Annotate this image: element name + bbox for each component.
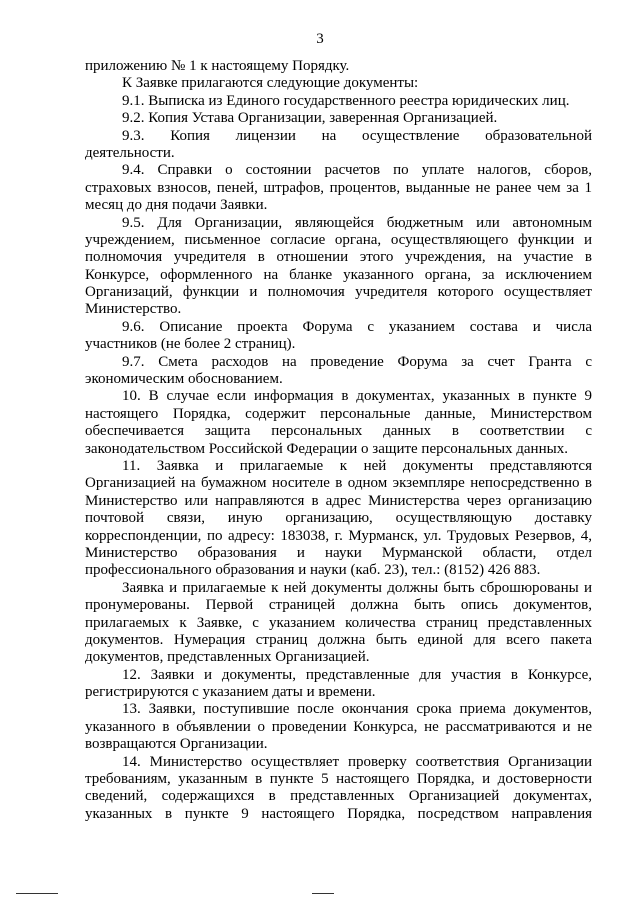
text-line: полномочия учредителя в отношении этого учреждения, на участие в bbox=[85, 249, 592, 266]
footer-rule-center bbox=[312, 893, 334, 894]
text-line: 13. Заявки, поступившие после окончания срока приема документов, bbox=[122, 701, 592, 718]
text-line: сведений, содержащихся в представленных Организацией документах, bbox=[85, 788, 592, 805]
text-line: деятельности. bbox=[85, 144, 175, 161]
text-line: 9.3. Копия лицензии на осуществление образовательной bbox=[122, 127, 592, 144]
text-line: 9.2. Копия Устава Организации, заверенная Организацией. bbox=[122, 110, 498, 127]
text-line: регистрируются с указанием даты и времени. bbox=[85, 684, 376, 701]
text-line: 11. Заявка и прилагаемые к ней документы представляются bbox=[122, 457, 592, 474]
text-line: приложению № 1 к настоящему Порядку. bbox=[85, 58, 350, 74]
text-line: Организаций, функции и полномочия учредителя которого осуществляет bbox=[85, 284, 592, 301]
document-body bbox=[85, 58, 592, 823]
text-line: 12. Заявки и документы, представленные для участия в Конкурсе, bbox=[122, 666, 592, 683]
text-line: Министерство. bbox=[85, 301, 182, 318]
text-line: корреспонденции, по адресу: 183038, г. Мурманск, ул. Трудовых Резервов, 4, bbox=[85, 527, 592, 544]
text-line: профессионального образования и науки (каб. 23), тел.: (8152) 426 883. bbox=[85, 562, 541, 579]
text-line: К Заявке прилагаются следующие документы: bbox=[122, 75, 419, 92]
text-line: Организацией на бумажном носителе в одном экземпляре непосредственно в bbox=[85, 475, 592, 492]
text-line: Конкурсе, оформленного на бланке указанного органа, за исключением bbox=[85, 266, 592, 283]
text-line: возвращаются Организации. bbox=[85, 736, 268, 753]
text-line: 9.5. Для Организации, являющейся бюджетным или автономным bbox=[122, 214, 592, 231]
text-line: 9.6. Описание проекта Форума с указанием состава и числа bbox=[122, 318, 592, 335]
text-line: Министерство образования и науки Мурманской области, отдел bbox=[85, 544, 592, 561]
text-line: документов. Нумерация страниц должна быть единой для всего пакета bbox=[85, 631, 592, 648]
text-line: 14. Министерство осуществляет проверку соответствия Организации bbox=[122, 753, 592, 770]
text-line: страховых взносов, пеней, штрафов, процентов, выданные не ранее чем за 1 bbox=[85, 179, 592, 196]
text-line: указанных в пункте 9 настоящего Порядка, посредством направления bbox=[85, 805, 592, 822]
footer-rule-left bbox=[16, 893, 58, 894]
text-line: прилагаемых к Заявке, с указанием количества страниц представленных bbox=[85, 614, 592, 631]
text-line: Заявка и прилагаемые к ней документы должны быть сброшюрованы и bbox=[122, 579, 592, 596]
text-line: экономическим обоснованием. bbox=[85, 371, 283, 388]
text-line: 9.4. Справки о состоянии расчетов по уплате налогов, сборов, bbox=[122, 162, 592, 179]
text-line: участников (не более 2 страниц). bbox=[85, 336, 296, 353]
text-line: учреждением, письменное согласие органа, осуществляющего функции и bbox=[85, 231, 592, 248]
page-number: 3 bbox=[316, 31, 324, 47]
text-line: 10. В случае если информация в документах, указанных в пункте 9 bbox=[122, 388, 592, 405]
text-line: 9.1. Выписка из Единого государственного реестра юридических лиц. bbox=[122, 92, 570, 109]
text-line: месяц до дня подачи Заявки. bbox=[85, 197, 268, 214]
text-line: почтовой связи, иную организацию, осуществляющую доставку bbox=[85, 510, 592, 527]
text-line: Министерство или направляются в адрес Министерства через организацию bbox=[85, 492, 592, 509]
text-line: законодательством Российской Федерации о защите персональных данных. bbox=[85, 440, 568, 457]
text-line: настоящего Порядка, содержит персональные данные, Министерством bbox=[85, 405, 592, 422]
text-line: требованиям, указанным в пункте 5 настоящего Порядка, и достоверности bbox=[85, 771, 592, 788]
text-line: обеспечивается защита персональных данных в соответствии с bbox=[85, 423, 592, 440]
text-line: 9.7. Смета расходов на проведение Форума за счет Гранта с bbox=[122, 353, 592, 370]
text-line: документов, представленных Организацией. bbox=[85, 649, 370, 666]
text-line: пронумерованы. Первой страницей должна быть опись документов, bbox=[85, 597, 592, 614]
text-line: указанного в объявлении о проведении Конкурса, не рассматриваются и не bbox=[85, 718, 592, 735]
